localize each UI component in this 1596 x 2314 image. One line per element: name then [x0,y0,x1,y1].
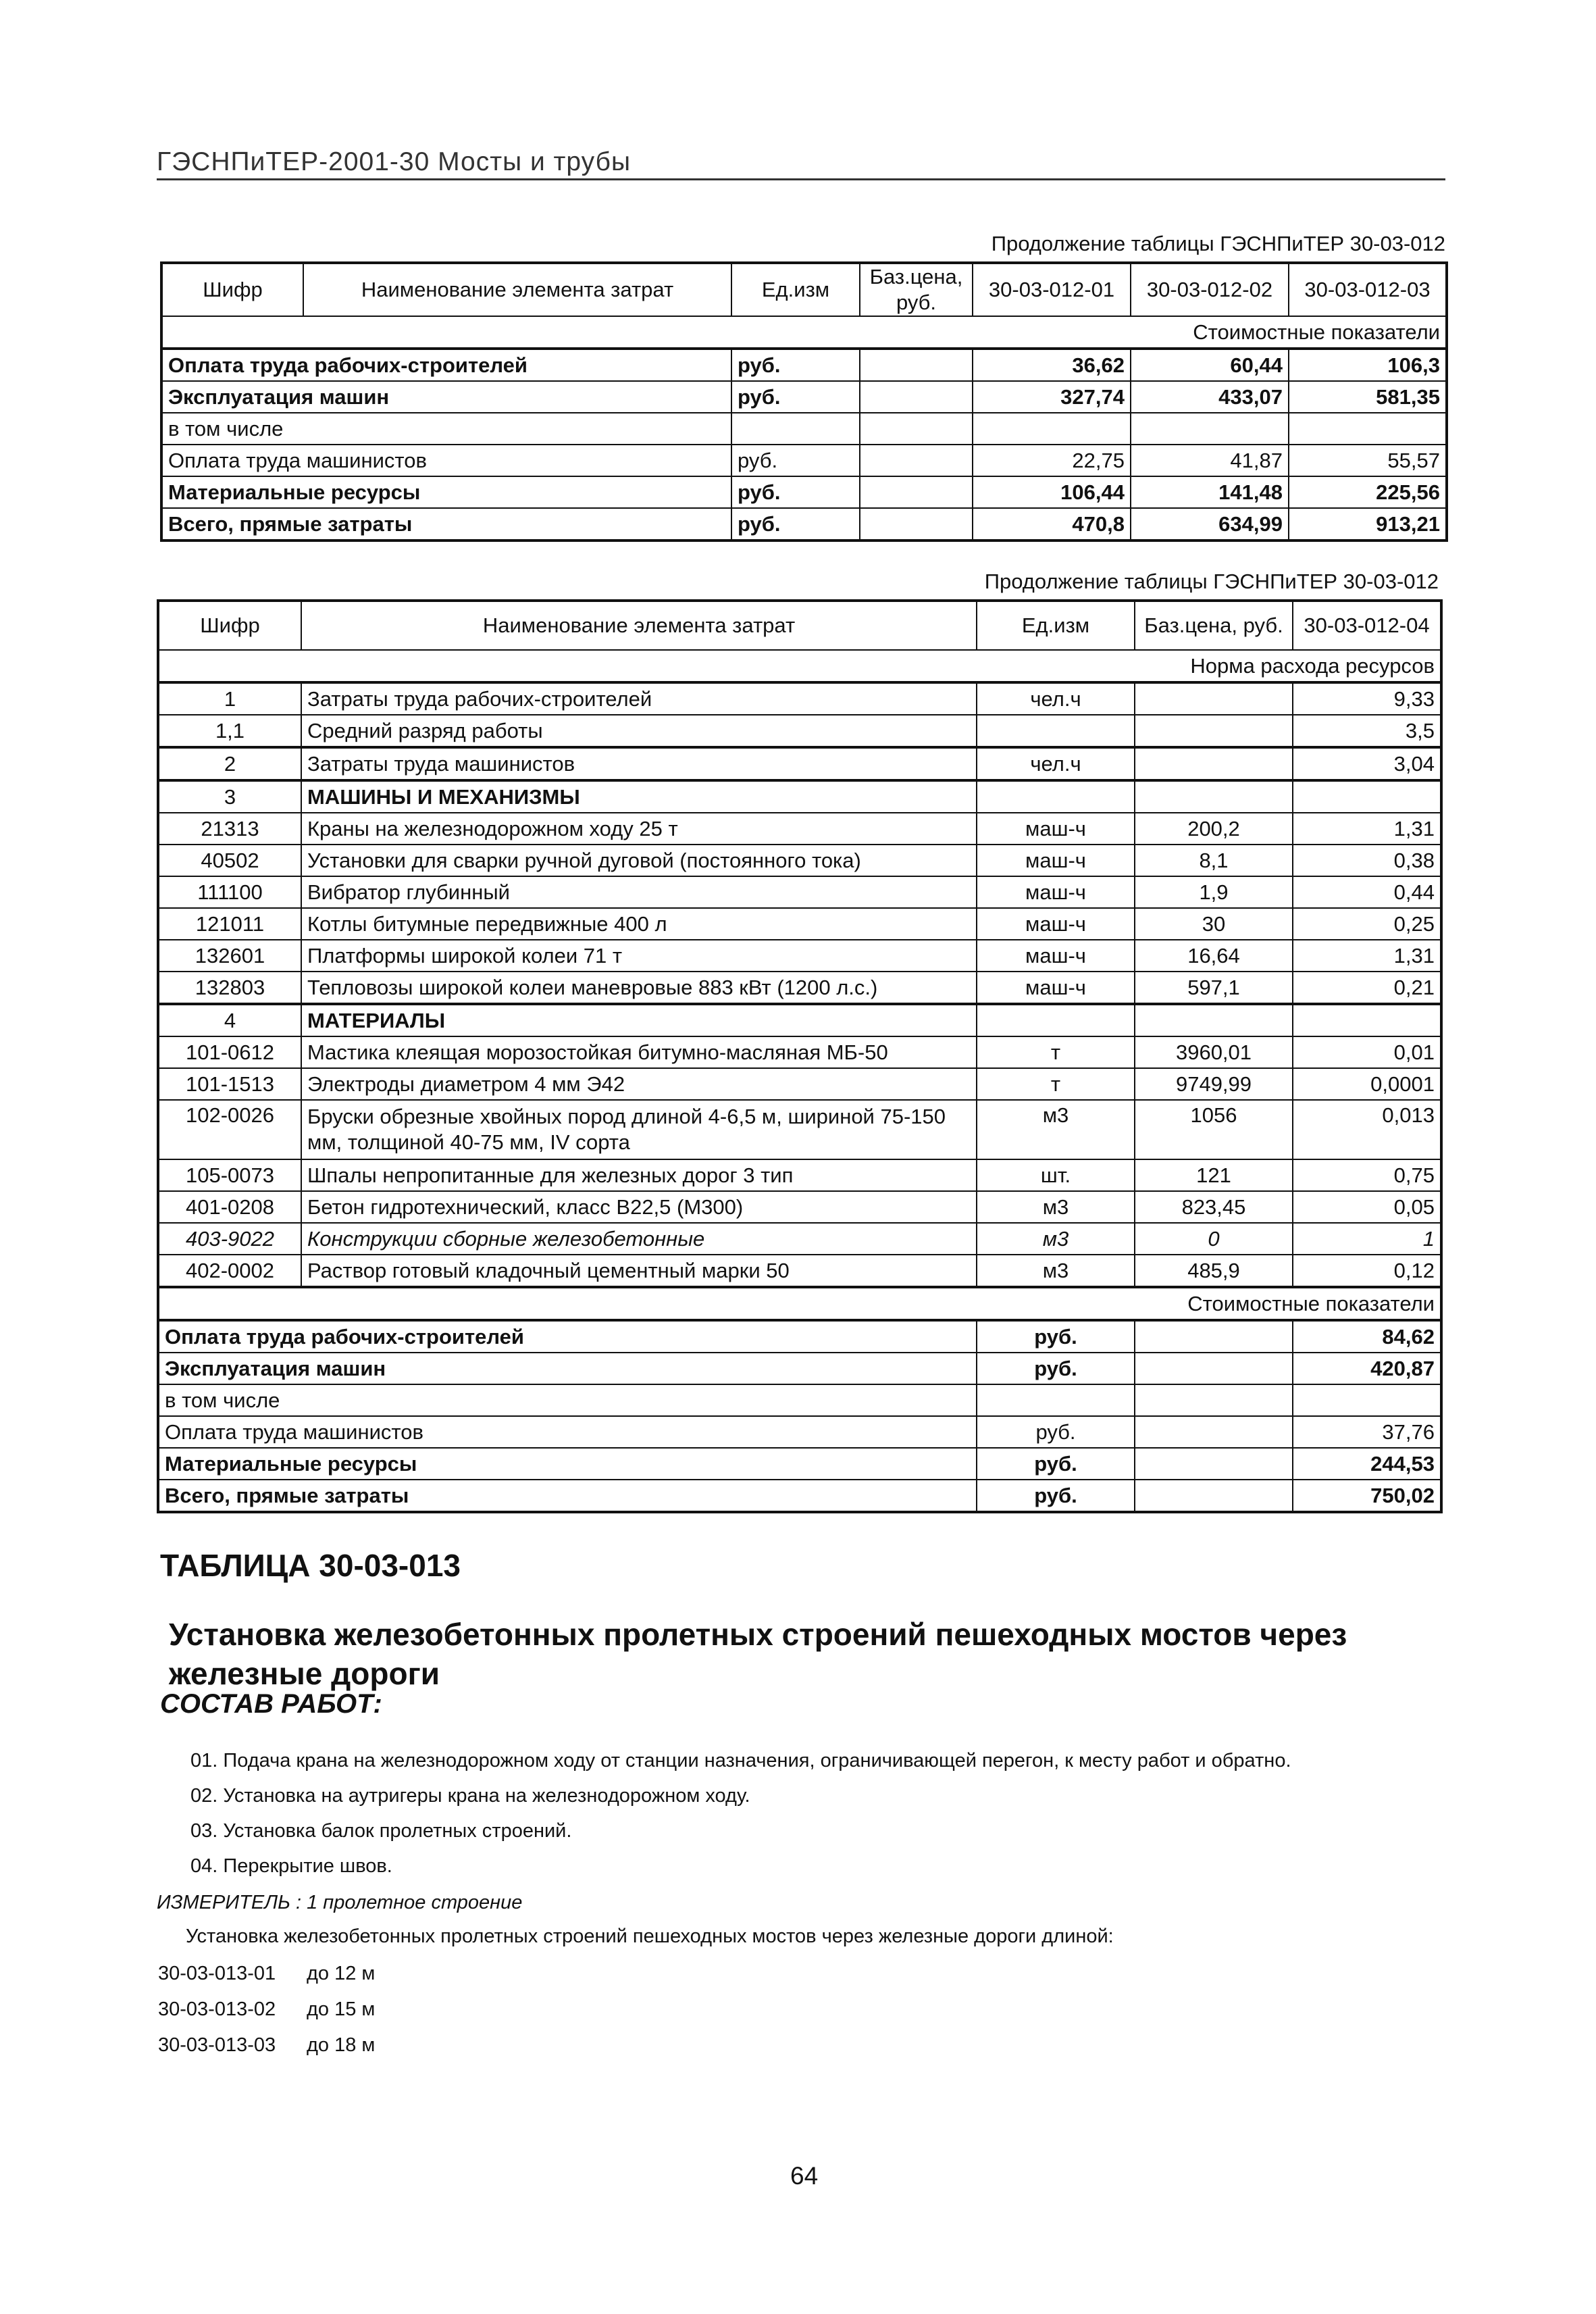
row-unit: руб. [731,476,860,508]
row-v2: 433,07 [1131,381,1289,413]
row-price [1135,682,1293,715]
table-row [158,1100,1441,1159]
table-row [158,845,1441,876]
row-price: 121 [1135,1159,1293,1191]
row-name: Бруски обрезные хвойных пород длиной 4-6,5 м, шириной 75-150 мм, толщиной 40-75 мм, IV сорта [301,1100,977,1159]
row-unit: чел.ч [977,682,1135,715]
row-name: Всего, прямые затраты [158,1480,977,1512]
table-row [158,682,1441,715]
variant-code: 30-03-013-03 [158,2034,276,2056]
col-v2: 30-03-012-02 [1131,263,1289,316]
row-value: 37,76 [1293,1416,1441,1448]
row-value: 9,33 [1293,682,1441,715]
row-price [860,381,973,413]
row-unit: руб. [731,445,860,476]
row-v1: 36,62 [973,349,1131,381]
row-code: 21313 [158,813,301,845]
row-name: Оплата труда рабочих-строителей [158,1320,977,1353]
section-label: Стоимостные показатели [161,316,1447,349]
work-item: 01. Подача крана на железнодорожном ходу от станции назначения, ограничивающей перегон, к месту работ и обратно. [190,1750,1291,1771]
work-item: 04. Перекрытие швов. [190,1855,392,1877]
row-price: 3960,01 [1135,1036,1293,1068]
table-title: Установка железобетонных пролетных строений пешеходных мостов через железные дороги [169,1617,1347,1691]
row-unit: руб. [731,508,860,540]
col-unit: Ед.изм [977,601,1135,650]
row-code: 1,1 [158,715,301,747]
table-row [161,476,1447,508]
row-value [1293,1384,1441,1416]
table1-continuation: Продолжение таблицы ГЭСНПиТЕР 30-03-012 [991,232,1445,255]
row-v3: 225,56 [1289,476,1447,508]
col-price: Баз.цена, руб. [1135,601,1293,650]
row-value: 244,53 [1293,1448,1441,1480]
page-number: 64 [790,2162,819,2190]
table1-header-row [161,263,1447,316]
row-value: 0,013 [1293,1100,1441,1159]
row-code: 101-0612 [158,1036,301,1068]
row-value: 0,0001 [1293,1068,1441,1100]
col-v3: 30-03-012-03 [1289,263,1447,316]
row-v2: 60,44 [1131,349,1289,381]
row-v1: 106,44 [973,476,1131,508]
variants-intro: Установка железобетонных пролетных строений пешеходных мостов через железные дороги длиной: [186,1926,1114,1947]
variant-code: 30-03-013-02 [158,1998,276,2020]
variant-code: 30-03-013-01 [158,1963,276,1984]
row-value: 0,38 [1293,845,1441,876]
variant-row [158,2034,375,2057]
table-row [158,1384,1441,1416]
table-row [158,1191,1441,1223]
row-name: Платформы широкой колеи 71 т [301,940,977,972]
row-unit: руб. [731,381,860,413]
row-price [1135,1448,1293,1480]
row-price: 597,1 [1135,972,1293,1004]
row-name: Шпалы непропитанные для железных дорог 3 тип [301,1159,977,1191]
row-price: 9749,99 [1135,1068,1293,1100]
row-value: 750,02 [1293,1480,1441,1512]
table-code-heading: ТАБЛИЦА 30-03-013 [160,1548,461,1583]
row-value: 0,21 [1293,972,1441,1004]
row-price [1135,715,1293,747]
col-name: Наименование элемента затрат [303,263,731,316]
row-v3 [1289,413,1447,445]
row-value: 1,31 [1293,813,1441,845]
row-name: МАШИНЫ И МЕХАНИЗМЫ [301,780,977,813]
row-name: Эксплуатация машин [161,381,731,413]
row-price [1135,1480,1293,1512]
row-price [1135,1353,1293,1384]
row-name: Материальные ресурсы [161,476,731,508]
row-price [1135,1416,1293,1448]
row-unit [977,1384,1135,1416]
row-value: 0,01 [1293,1036,1441,1068]
table-row [158,813,1441,845]
row-price [1135,780,1293,813]
row-unit: маш-ч [977,876,1135,908]
table-row [158,972,1441,1004]
row-unit: м3 [977,1255,1135,1287]
row-name: Всего, прямые затраты [161,508,731,540]
table-row [161,381,1447,413]
row-unit: т [977,1036,1135,1068]
row-price [1135,1384,1293,1416]
row-code: 3 [158,780,301,813]
work-composition-heading: СОСТАВ РАБОТ: [160,1689,382,1719]
running-header: ГЭСНПиТЕР-2001-30 Мосты и трубы [157,147,1445,180]
row-name: Раствор готовый кладочный цементный марки 50 [301,1255,977,1287]
table-row [158,1223,1441,1255]
row-name: Затраты труда рабочих-строителей [301,682,977,715]
row-v1: 470,8 [973,508,1131,540]
table-row [158,747,1441,780]
row-unit: чел.ч [977,747,1135,780]
row-name: МАТЕРИАЛЫ [301,1004,977,1036]
row-unit: маш-ч [977,845,1135,876]
section-label: Стоимостные показатели [158,1287,1441,1320]
row-name: Оплата труда машинистов [161,445,731,476]
table-row [158,908,1441,940]
row-price [860,508,973,540]
row-v2: 141,48 [1131,476,1289,508]
row-unit: маш-ч [977,908,1135,940]
table-row [158,1480,1441,1512]
row-price: 30 [1135,908,1293,940]
row-code: 401-0208 [158,1191,301,1223]
table-row [158,940,1441,972]
row-name: Краны на железнодорожном ходу 25 т [301,813,977,845]
row-code: 402-0002 [158,1255,301,1287]
row-name: Установки для сварки ручной дуговой (постоянного тока) [301,845,977,876]
row-value: 420,87 [1293,1353,1441,1384]
row-value: 1,31 [1293,940,1441,972]
table-row [158,1068,1441,1100]
table-row [161,413,1447,445]
row-price: 823,45 [1135,1191,1293,1223]
row-unit: маш-ч [977,940,1135,972]
row-value [1293,1004,1441,1036]
row-code: 132803 [158,972,301,1004]
row-unit: т [977,1068,1135,1100]
row-v1: 22,75 [973,445,1131,476]
row-price [1135,1004,1293,1036]
variant-row [158,1963,375,1985]
row-code: 132601 [158,940,301,972]
variant-row [158,1998,375,2021]
row-code: 101-1513 [158,1068,301,1100]
table2 [157,599,1443,1513]
table-row [158,1353,1441,1384]
section-label: Норма расхода ресурсов [158,650,1441,682]
table2-continuation: Продолжение таблицы ГЭСНПиТЕР 30-03-012 [984,570,1439,593]
row-value: 1 [1293,1223,1441,1255]
row-v3: 581,35 [1289,381,1447,413]
row-v3: 106,3 [1289,349,1447,381]
variant-text: до 15 м [307,1998,376,2020]
row-price [860,349,973,381]
table2-norm-section-row [158,650,1441,682]
measure-unit: ИЗМЕРИТЕЛЬ : 1 пролетное строение [157,1892,523,1913]
row-unit: руб. [977,1320,1135,1353]
row-name: в том числе [161,413,731,445]
row-v1 [973,413,1131,445]
row-v2: 634,99 [1131,508,1289,540]
row-code: 2 [158,747,301,780]
row-unit: м3 [977,1223,1135,1255]
table-row [161,508,1447,540]
row-code: 102-0026 [158,1100,301,1159]
row-value: 0,44 [1293,876,1441,908]
row-price: 0 [1135,1223,1293,1255]
row-value: 0,12 [1293,1255,1441,1287]
row-name: Оплата труда рабочих-строителей [161,349,731,381]
table2-header-row [158,601,1441,650]
row-code: 105-0073 [158,1159,301,1191]
table1-section-row [161,316,1447,349]
row-price [1135,747,1293,780]
row-unit [977,1004,1135,1036]
row-unit: м3 [977,1191,1135,1223]
table2-cost-section-row [158,1287,1441,1320]
row-name: Электроды диаметром 4 мм Э42 [301,1068,977,1100]
row-unit: руб. [977,1416,1135,1448]
row-name: Тепловозы широкой колеи маневровые 883 кВт (1200 л.с.) [301,972,977,1004]
row-code: 111100 [158,876,301,908]
row-unit: руб. [731,349,860,381]
row-name: Затраты труда машинистов [301,747,977,780]
row-value: 0,05 [1293,1191,1441,1223]
row-name: Мастика клеящая морозостойкая битумно-масляная МБ-50 [301,1036,977,1068]
row-name: Бетон гидротехнический, класс В22,5 (М300) [301,1191,977,1223]
col-code: Шифр [158,601,301,650]
row-value: 0,25 [1293,908,1441,940]
col-code: Шифр [161,263,303,316]
row-price: 1056 [1135,1100,1293,1159]
row-value: 0,75 [1293,1159,1441,1191]
row-value: 84,62 [1293,1320,1441,1353]
col-v: 30-03-012-04 [1293,601,1441,650]
row-unit: руб. [977,1448,1135,1480]
row-unit: маш-ч [977,813,1135,845]
col-name: Наименование элемента затрат [301,601,977,650]
row-unit [731,413,860,445]
table1 [160,261,1448,542]
row-unit: м3 [977,1100,1135,1159]
table-row [158,1159,1441,1191]
row-unit [977,780,1135,813]
work-item: 03. Установка балок пролетных строений. [190,1820,572,1842]
row-code: 121011 [158,908,301,940]
row-v2 [1131,413,1289,445]
row-v3: 913,21 [1289,508,1447,540]
row-code: 1 [158,682,301,715]
row-value [1293,780,1441,813]
table-row [158,1004,1441,1036]
col-price: Баз.цена, руб. [860,263,973,316]
row-code: 40502 [158,845,301,876]
table-row [158,1036,1441,1068]
variant-text: до 18 м [307,2034,376,2056]
col-unit: Ед.изм [731,263,860,316]
row-code: 4 [158,1004,301,1036]
row-price: 8,1 [1135,845,1293,876]
row-name: Конструкции сборные железобетонные [301,1223,977,1255]
row-name: в том числе [158,1384,977,1416]
row-unit [977,715,1135,747]
row-price [860,476,973,508]
row-price [860,445,973,476]
row-unit: руб. [977,1480,1135,1512]
row-price: 16,64 [1135,940,1293,972]
row-price [860,413,973,445]
row-unit: шт. [977,1159,1135,1191]
col-v1: 30-03-012-01 [973,263,1131,316]
row-name: Материальные ресурсы [158,1448,977,1480]
work-item: 02. Установка на аутригеры крана на железнодорожном ходу. [190,1785,750,1807]
row-name: Оплата труда машинистов [158,1416,977,1448]
row-price: 485,9 [1135,1255,1293,1287]
table-row [158,715,1441,747]
row-value: 3,04 [1293,747,1441,780]
table-row [158,876,1441,908]
row-price [1135,1320,1293,1353]
table-row [158,1448,1441,1480]
table-row [158,1320,1441,1353]
row-unit: руб. [977,1353,1135,1384]
table-row [161,349,1447,381]
table-row [158,1416,1441,1448]
row-value: 3,5 [1293,715,1441,747]
row-code: 403-9022 [158,1223,301,1255]
variant-text: до 12 м [307,1963,376,1984]
row-price: 200,2 [1135,813,1293,845]
row-unit: маш-ч [977,972,1135,1004]
row-v3: 55,57 [1289,445,1447,476]
row-name: Котлы битумные передвижные 400 л [301,908,977,940]
table-row [158,780,1441,813]
row-v2: 41,87 [1131,445,1289,476]
row-name: Средний разряд работы [301,715,977,747]
table-row [158,1255,1441,1287]
row-price: 1,9 [1135,876,1293,908]
row-name: Вибратор глубинный [301,876,977,908]
row-v1: 327,74 [973,381,1131,413]
row-name: Эксплуатация машин [158,1353,977,1384]
table-row [161,445,1447,476]
